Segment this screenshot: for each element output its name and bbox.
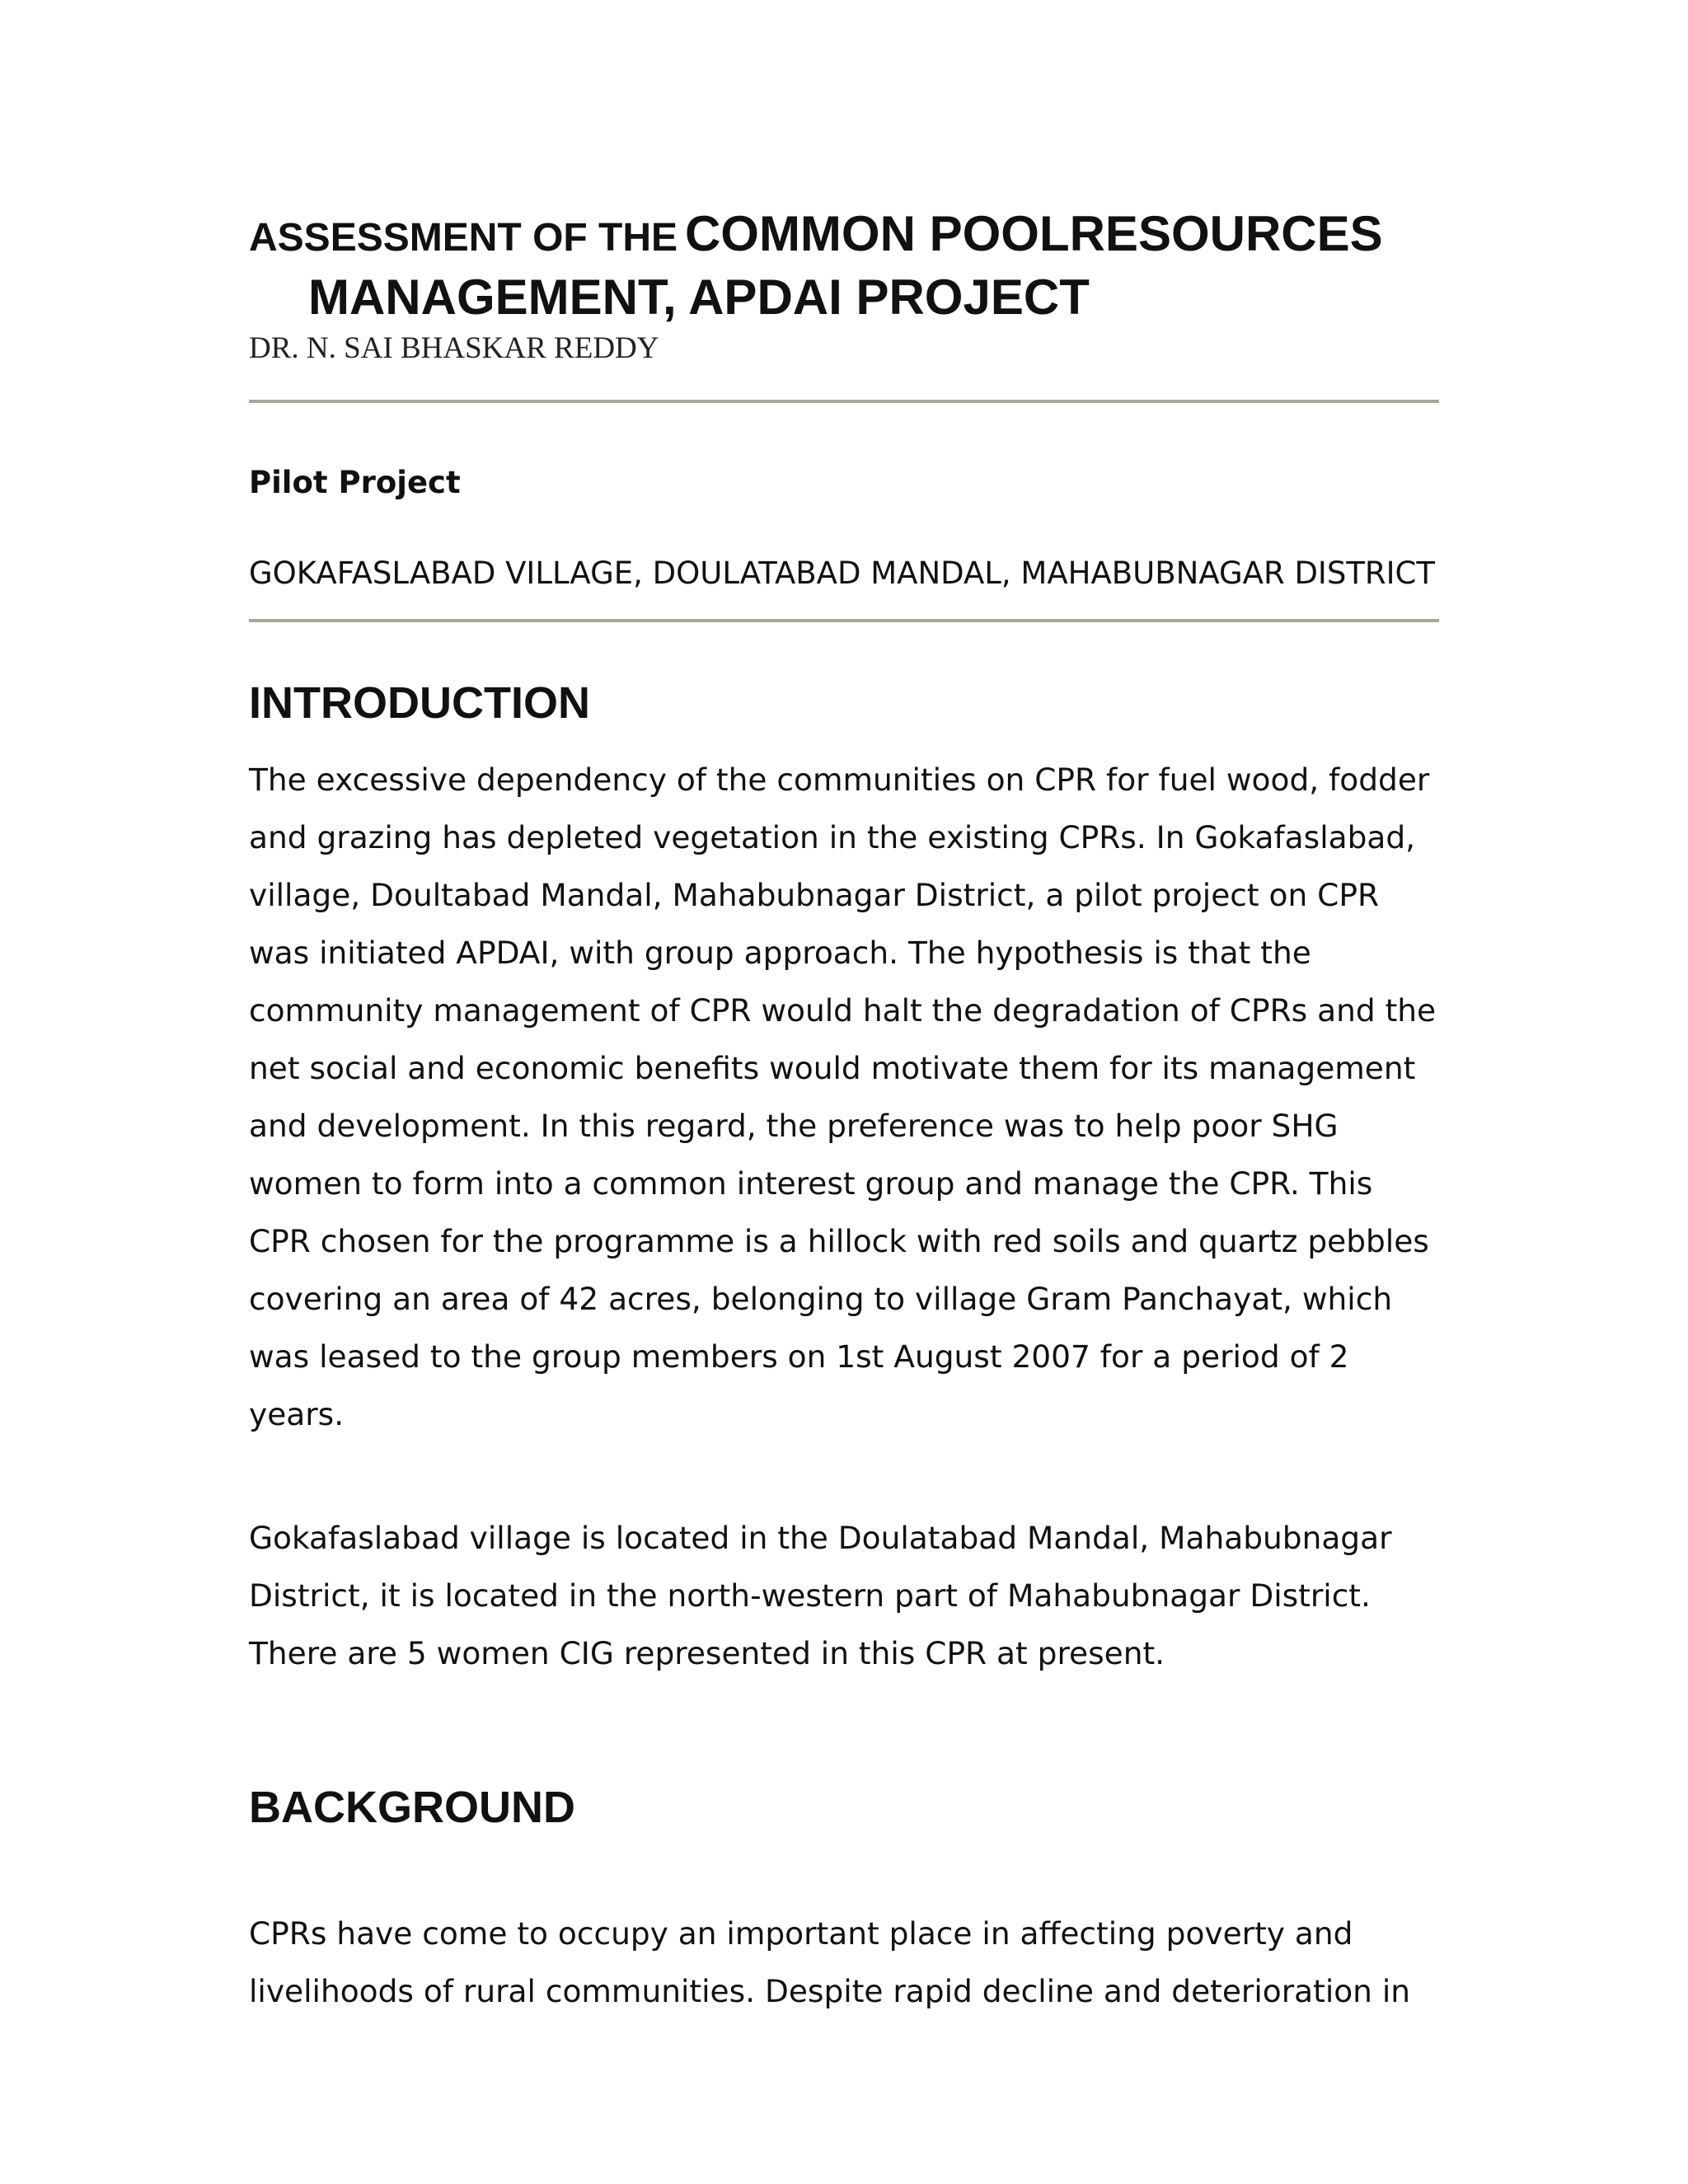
background-heading: BACKGROUND <box>249 1783 575 1832</box>
intro-line: The excessive dependency of the communities on CPR for fuel wood, fodder <box>249 762 1430 798</box>
divider-bottom <box>249 619 1439 622</box>
document-title <box>249 206 1512 333</box>
intro-line: women to form into a common interest group and manage the CPR. This <box>249 1165 1373 1202</box>
title-part-3: MANAGEMENT, APDAI PROJECT <box>308 269 1090 325</box>
title-part-1: ASSESSMENT OF THE <box>249 216 678 260</box>
title-part-2: COMMON POOLRESOURCES <box>684 206 1383 261</box>
village-line: There are 5 women CIG represented in this CPR at present. <box>249 1635 1165 1671</box>
author-name: DR. N. SAI BHASKAR REDDY <box>249 331 659 365</box>
intro-line: and grazing has depleted vegetation in the existing CPRs. In Gokafaslabad, <box>249 819 1416 855</box>
divider-top <box>249 400 1439 403</box>
village-line: Gokafaslabad village is located in the Doulatabad Mandal, Mahabubnagar <box>249 1520 1392 1556</box>
background-line: livelihoods of rural communities. Despite rapid decline and deterioration in <box>249 1973 1411 2009</box>
introduction-heading: INTRODUCTION <box>249 678 590 728</box>
introduction-paragraph <box>249 751 1441 1443</box>
background-paragraph <box>249 1905 1419 2020</box>
intro-line: net social and economic benefits would motivate them for its management <box>249 1050 1416 1086</box>
intro-line: and development. In this regard, the preference was to help poor SHG <box>249 1108 1339 1144</box>
intro-line: was leased to the group members on 1st August 2007 for a period of 2 <box>249 1338 1349 1375</box>
intro-line: years. <box>249 1396 345 1432</box>
intro-line: CPR chosen for the programme is a hillock with red soils and quartz pebbles <box>249 1223 1429 1259</box>
project-location: GOKAFASLABAD VILLAGE, DOULATABAD MANDAL, MAHABUBNAGAR DISTRICT <box>249 555 1435 591</box>
background-line: CPRs have come to occupy an important place in affecting poverty and <box>249 1915 1353 1952</box>
village-line: District, it is located in the north-western part of Mahabubnagar District. <box>249 1577 1371 1614</box>
intro-line: community management of CPR would halt the degradation of CPRs and the <box>249 992 1437 1029</box>
intro-line: covering an area of 42 acres, belonging to village Gram Panchayat, which <box>249 1281 1393 1317</box>
intro-line: village, Doultabad Mandal, Mahabubnagar District, a pilot project on CPR <box>249 877 1380 913</box>
village-paragraph <box>249 1509 1403 1682</box>
pilot-project-label: Pilot Project <box>249 465 461 500</box>
intro-line: was initiated APDAI, with group approach. The hypothesis is that the <box>249 935 1311 971</box>
